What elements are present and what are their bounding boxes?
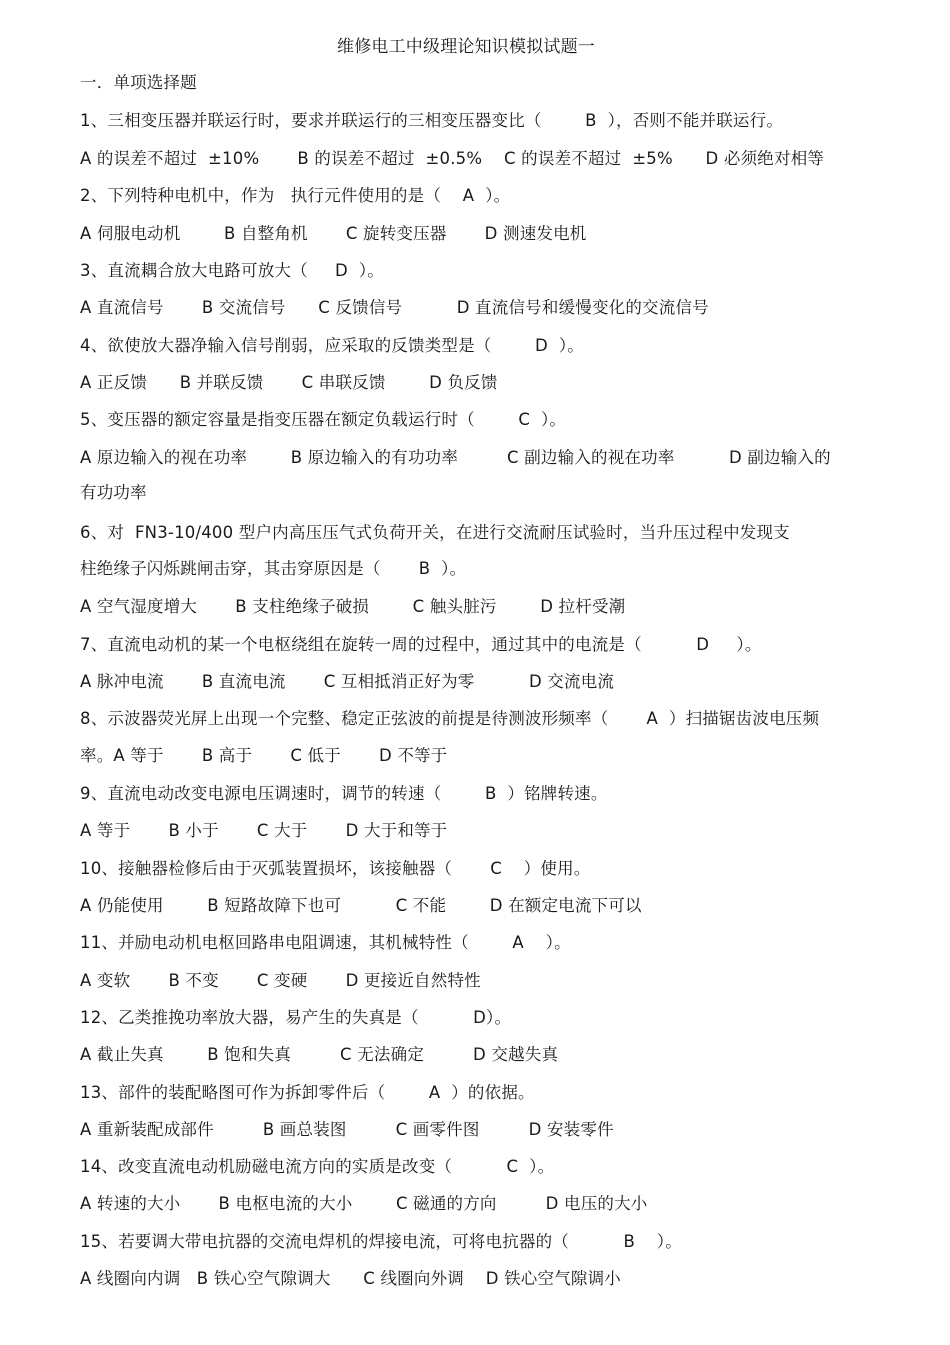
options-10: A 仍能使用 B 短路故障下也可 C 不能 D 在额定电流下可以 [80,896,642,915]
question-1: 1、三相变压器并联运行时，要求并联运行的三相变压器变比（ B ），否则不能并联运行。 [80,111,784,130]
question-5: 5、变压器的额定容量是指变压器在额定负载运行时（ C ）。 [80,410,567,429]
options-12: A 截止失真 B 饱和失真 C 无法确定 D 交越失真 [80,1045,559,1064]
options-3: A 直流信号 B 交流信号 C 反馈信号 D 直流信号和缓慢变化的交流信号 [80,298,709,317]
options-7: A 脉冲电流 B 直流电流 C 互相抵消正好为零 D 交流电流 [80,672,615,691]
options-5: A 原边输入的视在功率 B 原边输入的有功功率 C 副边输入的视在功率 D 副边输入的 [80,448,831,467]
options-15: A 线圈向内调 B 铁心空气隙调大 C 线圈向外调 D 铁心空气隙调小 [80,1269,621,1288]
question-9: 9、直流电动改变电源电压调速时，调节的转速（ B ）铭牌转速。 [80,784,608,803]
question-3: 3、直流耦合放大电路可放大（ D ）。 [80,261,384,280]
question-15: 15、若要调大带电抗器的交流电焊机的焊接电流，可将电抗器的（ B ）。 [80,1232,682,1251]
question-12: 12、乙类推挽功率放大器，易产生的失真是（ D）。 [80,1008,512,1027]
options-14: A 转速的大小 B 电枢电流的大小 C 磁通的方向 D 电压的大小 [80,1194,648,1213]
options-13: A 重新装配成部件 B 画总装图 C 画零件图 D 安装零件 [80,1120,614,1139]
options-9: A 等于 B 小于 C 大于 D 大于和等于 [80,821,448,840]
options-1: A 的误差不超过 ±10% B 的误差不超过 ±0.5% C 的误差不超过 ±5% D 必须绝对相等 [80,149,825,168]
question-6: 6、对 FN3-10/400 型户内高压压气式负荷开关，在进行交流耐压试验时，当升压过程中发现支 [80,523,790,542]
question-14: 14、改变直流电动机励磁电流方向的实质是改变（ C ）。 [80,1157,555,1176]
page-title: 维修电工中级理论知识模拟试题一 [337,37,595,57]
options-4: A 正反馈 B 并联反馈 C 串联反馈 D 负反馈 [80,373,498,392]
question-7: 7、直流电动机的某一个电枢绕组在旋转一周的过程中，通过其中的电流是（ D ）。 [80,635,762,654]
options-6: A 空气湿度增大 B 支柱绝缘子破损 C 触头脏污 D 拉杆受潮 [80,597,626,616]
question-6-continued: 柱绝缘子闪烁跳闸击穿，其击穿原因是（ B ）。 [80,559,467,578]
question-4: 4、欲使放大器净输入信号削弱，应采取的反馈类型是（ D ）。 [80,336,585,355]
options-5-continued: 有功功率 [80,483,147,502]
options-11: A 变软 B 不变 C 变硬 D 更接近自然特性 [80,971,481,990]
question-10: 10、接触器检修后由于灭弧装置损坏，该接触器（ C ）使用。 [80,859,591,878]
question-8: 8、示波器荧光屏上出现一个完整、稳定正弦波的前提是待测波形频率（ A ）扫描锯齿波电压频 [80,709,820,728]
question-2: 2、下列特种电机中，作为 执行元件使用的是（ A ）。 [80,186,511,205]
options-2: A 伺服电动机 B 自整角机 C 旋转变压器 D 测速发电机 [80,224,587,243]
question-13: 13、部件的装配略图可作为拆卸零件后（ A ）的依据。 [80,1083,535,1102]
question-11: 11、并励电动机电枢回路串电阻调速，其机械特性（ A ）。 [80,933,571,952]
question-8-continued: 率。A 等于 B 高于 C 低于 D 不等于 [80,746,448,765]
section-heading: 一．单项选择题 [80,73,197,92]
